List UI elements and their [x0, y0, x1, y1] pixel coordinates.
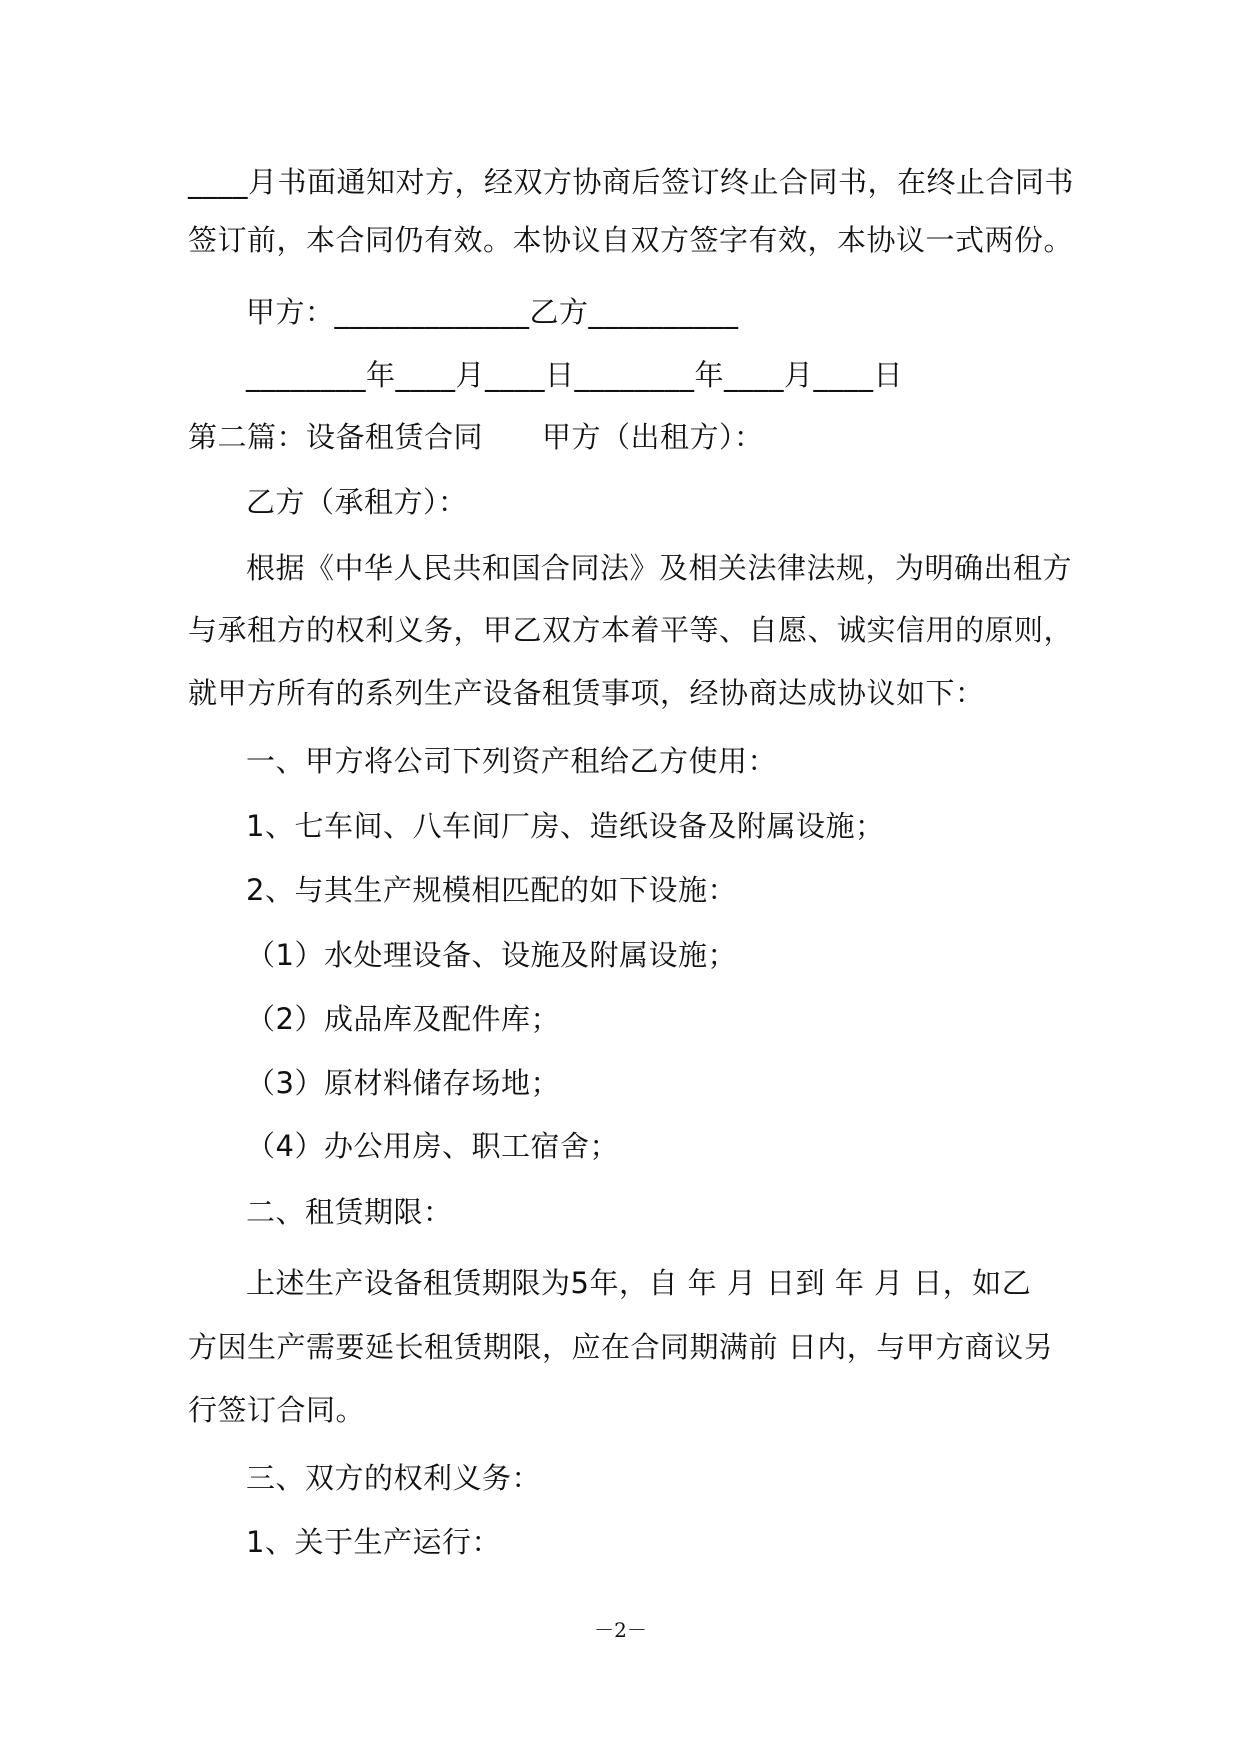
list-item: 1、关于生产运行： [246, 1525, 501, 1559]
sub-list-item: （3）原材料储存场地； [246, 1066, 560, 1100]
text-line: 乙方（承租方）： [246, 485, 468, 519]
text-line: 就甲方所有的系列生产设备租赁事项，经协商达成协议如下： [188, 676, 985, 710]
sub-list-item: （4）办公用房、职工宿舍； [246, 1129, 619, 1163]
text-line: 签订前，本合同仍有效。本协议自双方签字有效，本协议一式两份。 [188, 223, 1074, 257]
text-line: 行签订合同。 [188, 1393, 366, 1427]
text-line: 与承租方的权利义务，甲乙双方本着平等、自愿、诚实信用的原则， [188, 613, 1074, 647]
text-line: 方因生产需要延长租赁期限，应在合同期满前 日内，与甲方商议另 [188, 1330, 1054, 1364]
clause-heading: 二、租赁期限： [246, 1195, 453, 1229]
date-line: ________年____月____日________年____月____日 [246, 358, 904, 392]
list-item: 1、七车间、八车间厂房、造纸设备及附属设施； [246, 809, 885, 843]
sub-list-item: （1）水处理设备、设施及附属设施； [246, 938, 737, 972]
clause-heading: 一、甲方将公司下列资产租给乙方使用： [246, 744, 778, 778]
text-line: 根据《中华人民共和国合同法》及相关法律法规，为明确出租方 [246, 551, 1073, 585]
section-heading: 第二篇：设备租赁合同 甲方（出租方）： [188, 420, 764, 454]
signature-line: 甲方：_____________乙方__________ [246, 295, 739, 329]
text-line: 上述生产设备租赁期限为5年，自 年 月 日到 年 月 日，如乙 [246, 1266, 1032, 1300]
list-item: 2、与其生产规模相匹配的如下设施： [246, 873, 737, 907]
clause-heading: 三、双方的权利义务： [246, 1461, 542, 1495]
page-number: －2－ [594, 1618, 647, 1642]
text-line: ____月书面通知对方，经双方协商后签订终止合同书，在终止合同书 [188, 165, 1075, 199]
sub-list-item: （2）成品库及配件库； [246, 1002, 560, 1036]
